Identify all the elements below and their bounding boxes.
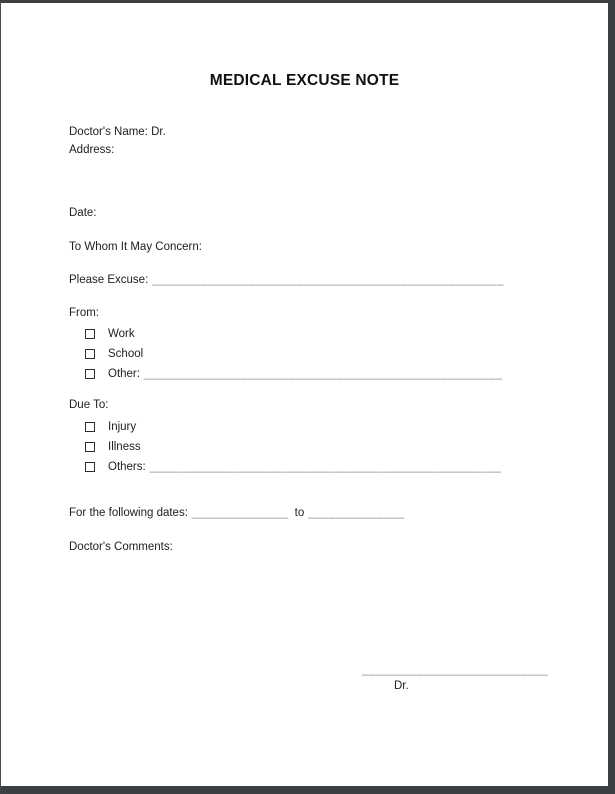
salutation-line: To Whom It May Concern: — [69, 241, 202, 253]
injury-label: Injury — [108, 420, 137, 433]
please-excuse-label: Please Excuse: — [69, 274, 149, 286]
from-option-other — [85, 366, 503, 381]
date-to-blank[interactable]: ______________ — [308, 507, 405, 519]
doctor-name-line: Doctor's Name: Dr. — [69, 126, 166, 138]
doctor-comments-label: Doctor's Comments: — [69, 541, 173, 553]
work-checkbox[interactable] — [85, 329, 95, 339]
others-checkbox[interactable] — [85, 462, 95, 472]
work-label: Work — [108, 327, 135, 340]
due-to-option-illness — [85, 439, 141, 454]
school-label: School — [108, 347, 144, 360]
others-label: Others: — [108, 460, 146, 473]
dates-connector: to — [294, 507, 305, 519]
other-blank[interactable]: ____________________________________________________ — [143, 367, 503, 380]
please-excuse-blank[interactable]: ___________________________________________________ — [152, 274, 504, 286]
others-blank[interactable]: ___________________________________________________ — [149, 460, 502, 473]
other-label: Other: — [108, 367, 140, 380]
page-title: MEDICAL EXCUSE NOTE — [209, 72, 400, 89]
address-line: Address: — [69, 144, 115, 156]
dates-row — [69, 507, 405, 519]
illness-checkbox[interactable] — [85, 442, 95, 452]
date-from-blank[interactable]: ______________ — [191, 507, 289, 519]
school-checkbox[interactable] — [85, 349, 95, 359]
from-section-label: From: — [69, 307, 100, 319]
illness-label: Illness — [108, 440, 141, 453]
from-option-work — [85, 326, 135, 341]
date-line: Date: — [69, 207, 97, 219]
signature-name-label: Dr. — [394, 680, 409, 692]
due-to-section-label: Due To: — [69, 399, 109, 411]
due-to-option-others — [85, 459, 501, 474]
other-checkbox[interactable] — [85, 369, 95, 379]
injury-checkbox[interactable] — [85, 422, 95, 432]
due-to-option-injury — [85, 419, 136, 434]
from-option-school — [85, 346, 143, 361]
signature-blank[interactable]: ___________________________ — [362, 664, 549, 676]
please-excuse-row — [69, 274, 504, 286]
dates-label: For the following dates: — [69, 507, 188, 519]
